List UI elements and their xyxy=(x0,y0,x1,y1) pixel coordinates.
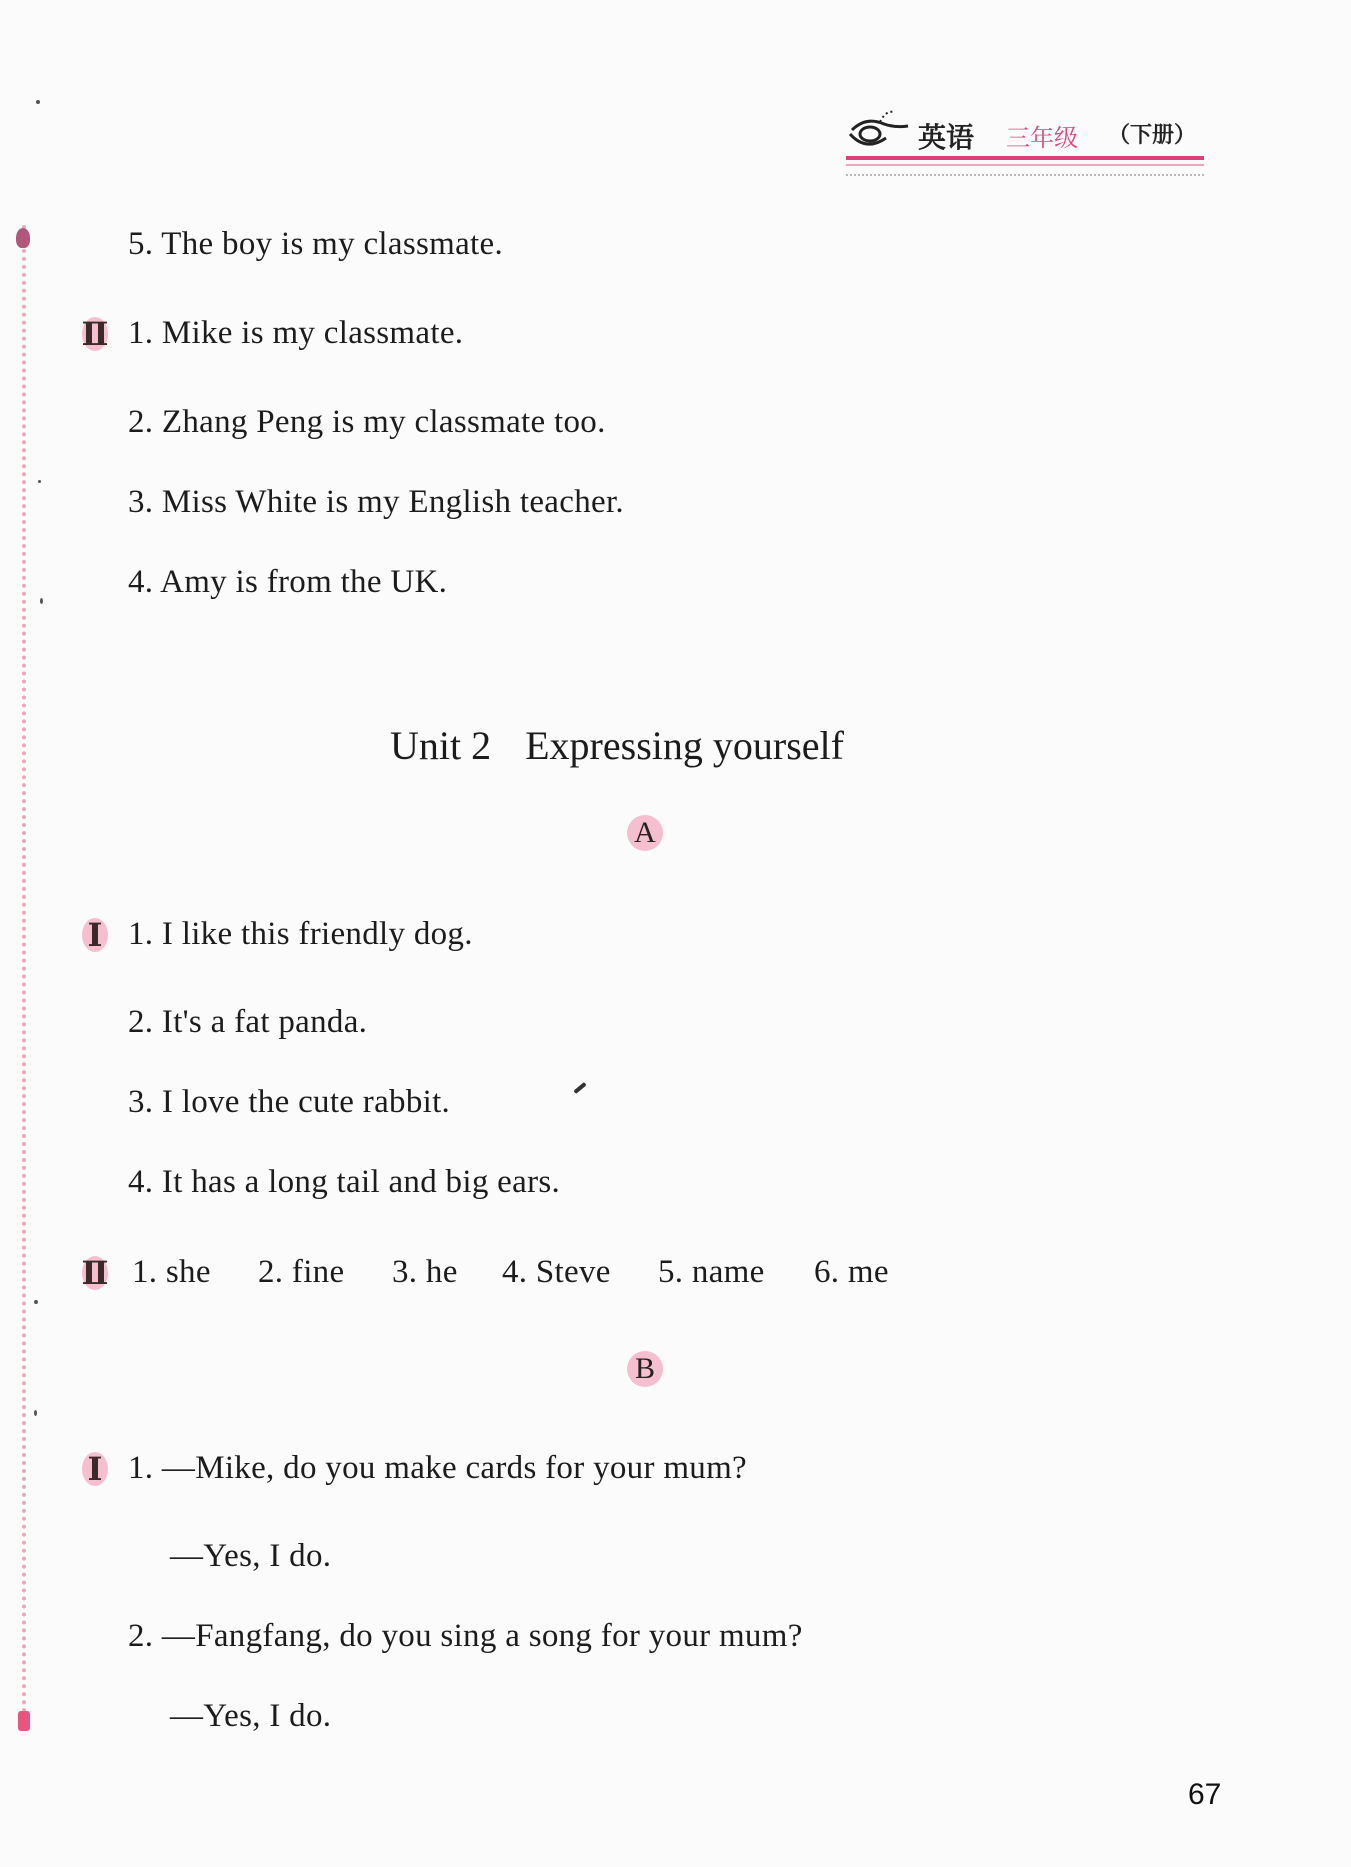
part-marker: Ⅱ xyxy=(81,316,109,352)
scan-speck xyxy=(34,1410,37,1416)
scan-speck xyxy=(34,1300,38,1304)
answer-line: 3. I love the cute rabbit. xyxy=(128,1084,451,1120)
dialogue-line: —Yes, I do. xyxy=(170,1698,332,1734)
answer-line: 6. me xyxy=(814,1254,889,1290)
answer-line: 5. The boy is my classmate. xyxy=(128,226,504,262)
dialogue-line: —Yes, I do. xyxy=(170,1538,332,1574)
bird-logo-icon xyxy=(846,108,912,158)
header-dotted-rule xyxy=(846,174,1204,176)
header-subject: 英语 xyxy=(918,121,975,154)
answer-line: 2. It's a fat panda. xyxy=(128,1004,368,1040)
page-header xyxy=(846,108,1204,176)
unit-name: Expressing yourself xyxy=(525,723,844,768)
section-label-a: A xyxy=(627,815,663,851)
answer-line: 1. I like this friendly dog. xyxy=(128,916,473,952)
answer-line: 3. he xyxy=(392,1254,458,1290)
part-marker: Ⅰ xyxy=(80,1449,110,1489)
answer-line: 4. Steve xyxy=(502,1254,611,1290)
pen-mark xyxy=(573,1082,586,1094)
answer-line: 5. name xyxy=(658,1254,765,1290)
binding-dotted-line xyxy=(22,225,26,1730)
binding-top-ornament xyxy=(16,228,30,248)
part-marker: Ⅰ xyxy=(80,915,110,955)
scan-speck xyxy=(38,480,41,483)
binding-bottom-ornament xyxy=(18,1711,30,1731)
part-marker: Ⅱ xyxy=(81,1255,109,1291)
unit-title xyxy=(390,722,844,769)
answer-line: 4. Amy is from the UK. xyxy=(128,564,448,600)
answer-line: 2. Zhang Peng is my classmate too. xyxy=(128,404,606,440)
dialogue-line: 1. —Mike, do you make cards for your mum? xyxy=(128,1450,747,1486)
scan-speck xyxy=(36,100,40,104)
scan-speck xyxy=(40,598,43,604)
answer-line: 2. fine xyxy=(258,1254,345,1290)
answer-line: 1. Mike is my classmate. xyxy=(128,315,464,351)
unit-number: Unit 2 xyxy=(390,723,492,768)
header-rule xyxy=(846,156,1204,160)
answer-line: 4. It has a long tail and big ears. xyxy=(128,1164,561,1200)
answer-line: 1. she xyxy=(132,1254,211,1290)
header-rule-thin xyxy=(846,164,1204,166)
section-label-b: B xyxy=(627,1351,663,1387)
header-volume: （下册） xyxy=(1108,123,1197,148)
dialogue-line: 2. —Fangfang, do you sing a song for your mum? xyxy=(128,1618,803,1654)
header-grade: 三年级 xyxy=(1006,124,1078,152)
answer-line: 3. Miss White is my English teacher. xyxy=(128,484,624,520)
page-number: 67 xyxy=(1188,1778,1222,1811)
